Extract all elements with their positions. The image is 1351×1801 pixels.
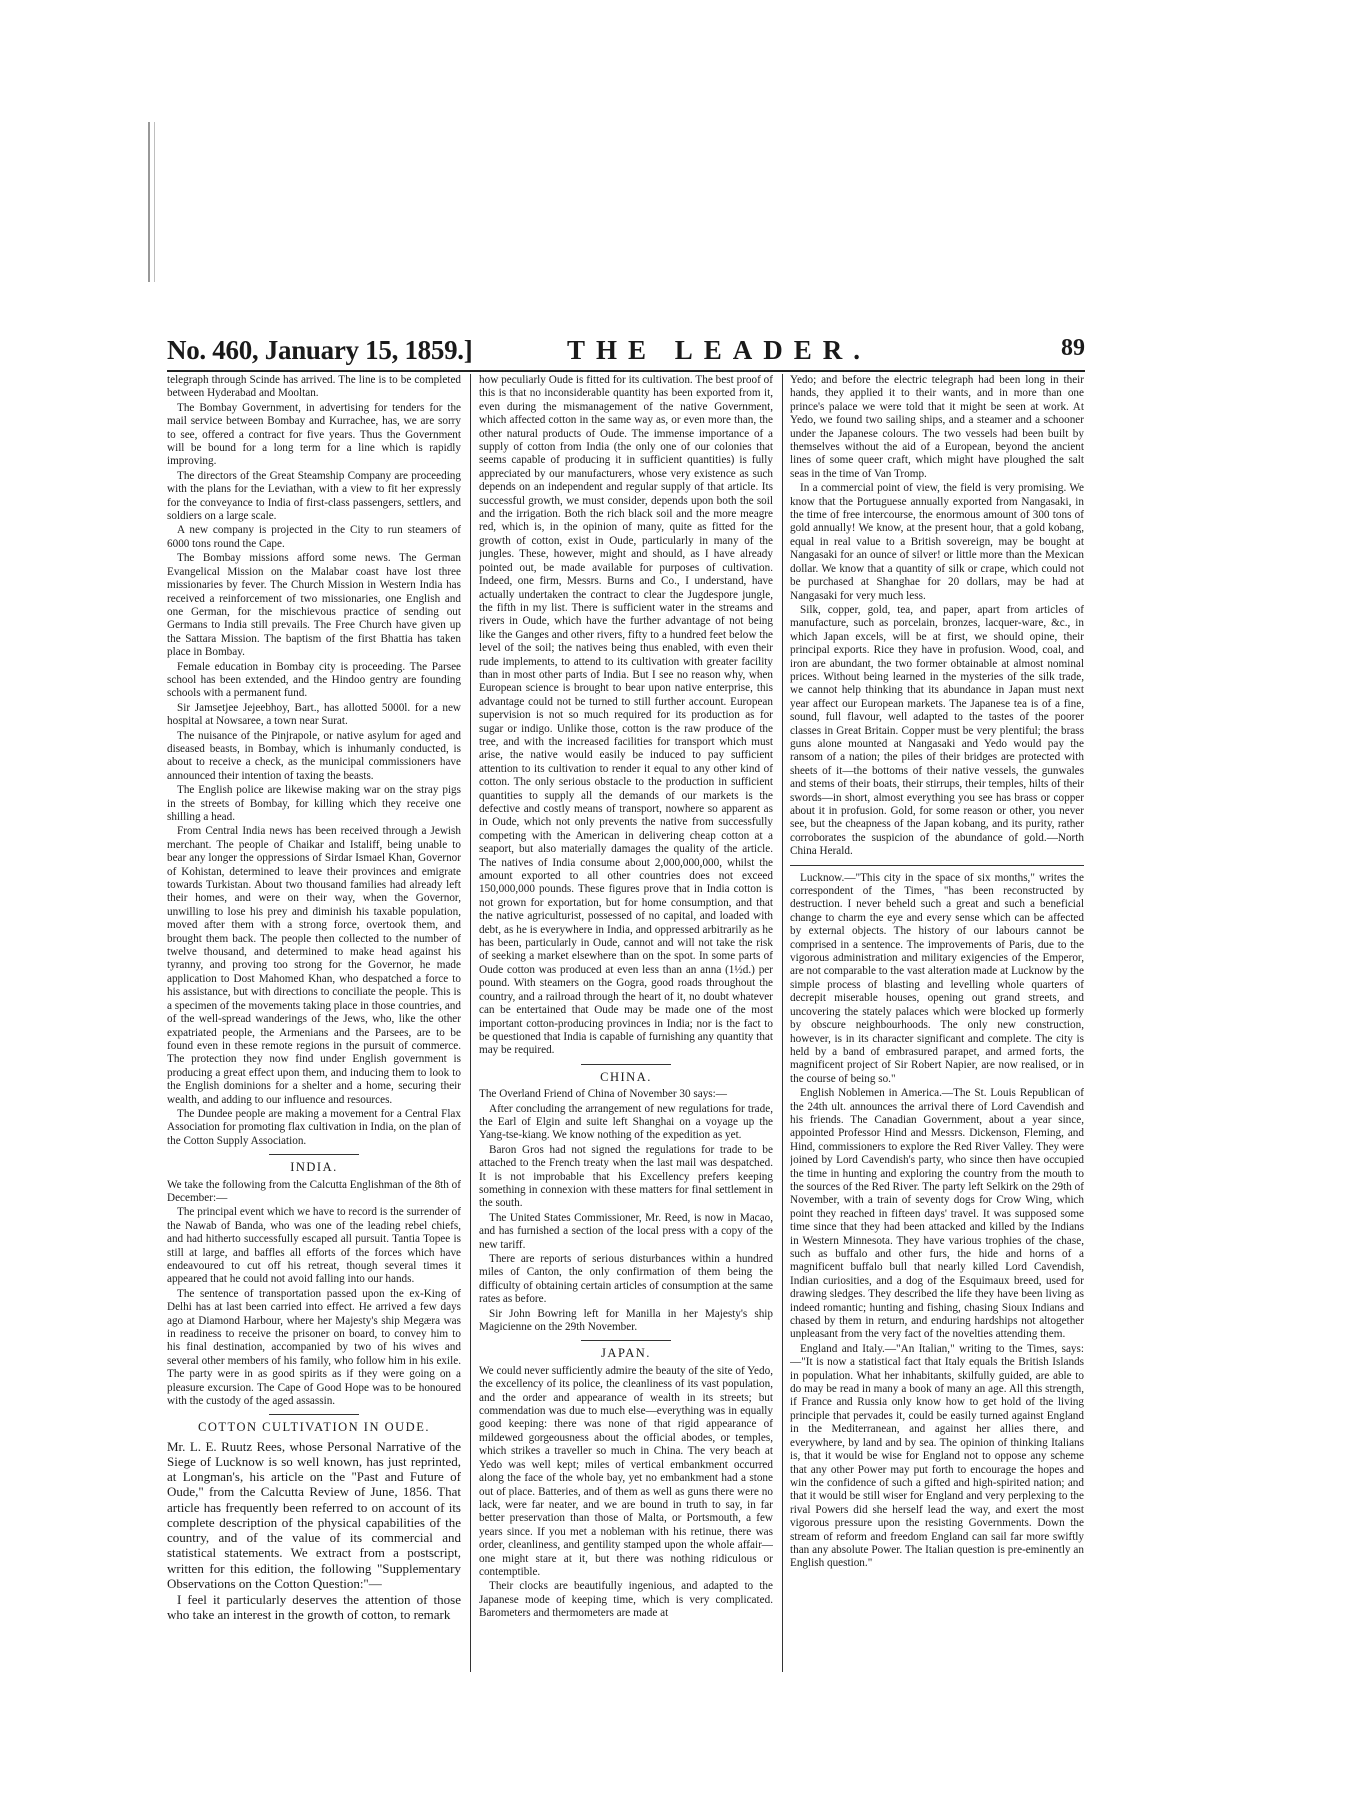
paragraph: The directors of the Great Steamship Company are proceeding with the plans for the Leviathan, with a view to fit her expressly for the conveyance to India of first-class passengers, settlers, and soldiers on a large scale.	[167, 469, 461, 523]
paragraph: Female education in Bombay city is proceeding. The Parsee school has been extended, and the Hindoo gentry are founding schools with a permanent fund.	[167, 660, 461, 700]
paragraph: The nuisance of the Pinjrapole, or native asylum for aged and diseased beasts, in Bombay, which is inhumanly conducted, is about to receive a check, as the municipal commissioners have announced their intention of taxing the beasts.	[167, 729, 461, 782]
column-divider	[470, 374, 471, 1672]
paragraph: In a commercial point of view, the field is very promising. We know that the Portuguese annually exported from Nangasaki, in the time of free intercourse, the enormous amount of 300 tons of gold annually! We know, at the present hour, that a gold kobang, equal in real value to a British sovereign, may be bought at Nangasaki for an ounce of silver! or little more than the Mexican dollar. We know that a quantity of silk or crape, which could not be purchased at Shanghae for 20 dollars, may be had at Nangasaki for very much less.	[790, 482, 1084, 602]
section-rule	[269, 1414, 359, 1415]
paragraph: Mr. L. E. Ruutz Rees, whose Personal Narrative of the Siege of Lucknow is so well known, has just reprinted, at Longman's, his article on the "Past and Future of Oude," from the Calcutta Review of June, 1856. That article has frequently been referred to on account of its complete description of the physical capabilities of the country, and of the value of its commercial and statistical statements. We extract from a postscript, written for this edition, the following "Supplementary Observations on the Cotton Question:"—	[167, 1438, 461, 1591]
newspaper-title: THE LEADER.	[567, 335, 872, 365]
paragraph: The English police are likewise making war on the stray pigs in the streets of Bombay, for killing which they receive one shilling a head.	[167, 784, 461, 823]
paragraph: Silk, copper, gold, tea, and paper, apart from articles of manufacture, such as porcelain, bronzes, lacquer-ware, &c., in which Japan excels, will be at first, we should opine, their principal exports. Rice they have in profusion. Wood, coal, and iron are abundant, the two former obtainable at almost nominal prices. Without being learned in the mysteries of the silk trade, we cannot help thinking that its abundance in Japan must next year affect our European markets. The Japanese tea is of a fine, sound, full flavour, well adapted to the tastes of the poorer classes in Great Britain. Copper must be very plentiful; the brass guns alone mounted at Nangasaki and Yedo would pay the ransom of a nation; the piles of their bridges are protected with sheets of it—the bottoms of their native vessels, the gunwales and stems of their boats, their stirrups, their temples, hilts of their swords—in short, almost everything you see has brass or copper about it in profusion. Gold, for some reason or other, you never see, but the cheapness of the Japan kobang, and its purity, rather corroborates the suspicion of the abundance of gold.—North China Herald.	[790, 603, 1084, 858]
issue-line: No. 460, January 15, 1859.]	[167, 335, 473, 365]
page-number: 89	[1061, 335, 1085, 361]
section-rule	[581, 1064, 671, 1065]
section-rule	[269, 1154, 359, 1155]
paragraph: how peculiarly Oude is fitted for its cultivation. The best proof of this is that no inconsiderable quantity has been exported from it, even during the mismanagement of the native Government, which affected cotton in the same way as, or even more than, the other natural products of Oude. The immense importance of a supply of cotton from India (the only one of our colonies that seems capable of producing it in sufficient quantities) is fully appreciated by our manufacturers, whose very existence as such depends on an independent and regular supply of that article. Its successful growth, we must consider, depends upon both the soil and the irrigation. Both the rich black soil and the more meagre red, which is, in the opinion of many, quite as fitted for the growth of cotton, exist in Oude, particularly in many of the jungles. These, however, might and should, as I have already pointed out, be made available for purposes of cultivation. Indeed, one firm, Messrs. Burns and Co., I understand, have actually undertaken the contract to clear the Jugdespore jungle, the fifth in my list. There is sufficient water in the streams and rivers in Oude, which have the further advantage of not being like the Ganges and other rivers, fifty to a hundred feet below the level of the soil; the natives being thus enabled, with even their rude implements, to attend to its cultivation with greater facility than in most other parts of India. But I see no reason why, when European science is brought to bear upon native enterprise, this advantage could not be turned to still further account. European supervision is not so much required for its production as for sugar or indigo. Unlike those, cotton is the raw produce of the tree, and with the increased facilities for transport which must arise, the native would easily be induced to pay sufficient attention to its cultivation to render it equal to any other kind of cotton. The only serious obstacle to the production in sufficient quantities to supply all the demands of our markets is the defective and costly means of transport, nowhere so apparent as in Oude, which not only prevents the native from successfully competing with the American in delivering cheap cotton at a seaport, but also materially damages the quality of the article. The natives of India consume about 2,000,000,000, whilst the amount exported to all other countries does not exceed 150,000,000 pounds. These figures prove that in India cotton is not grown for exportation, but for home consumption, and that the native agriculturist, possessed of no capital, and loaded with debt, as he is everywhere in India, and oppressed arbitrarily as he has been, particularly in Oude, cannot and will not take the risk of seeking a market elsewhere than on the spot. In some parts of Oude cotton was produced at even less than an anna (1½d.) per pound. With steamers on the Gogra, good roads throughout the country, and a railroad through the heart of it, no doubt whatever can be entertained that Oude may be made one of the most important cotton-producing provinces in India; nor is the fact to be questioned that India is capable of furnishing any quantity that may be required.	[479, 374, 773, 1057]
column-divider	[782, 374, 783, 1672]
masthead	[167, 333, 1085, 369]
paragraph: There are reports of serious disturbances within a hundred miles of Canton, the only confirmation of them being the difficulty of obtaining certain articles of consumption at the same rates as before.	[479, 1253, 773, 1306]
paragraph: From Central India news has been received through a Jewish merchant. The people of Chaikar and Istaliff, being unable to bear any longer the oppressions of Sirdar Ismael Khan, Governor of Kohistan, determined to leave their provinces and emigrate towards Turkistan. About two thousand families had already left their homes, and were on their way, when the Governor, unwilling to lose his prey and diminish his taxable population, moved after them with a strong force, overtook them, and brought them back. The people then collected to the number of twelve thousand, and determined to make head against his tyranny, and proving too strong for the Governor, he made application to Dost Mahomed Khan, who despatched a force to his assistance, but with directions to conciliate the people. This is a specimen of the movements taking place in those countries, and of the well-spread wanderings of the Jews, who, like the other expatriated people, the Armenians and the Parsees, are to be found even in these remote regions in the pursuit of commerce. The protection they now find under English government is producing a great effect upon them, and inducing them to look to the English dominions for a shelter and a home, securing their wealth, and adding to our influence and resources.	[167, 825, 461, 1106]
paragraph: England and Italy.—"An Italian," writing to the Times, says:—"It is now a statistical fact that Italy equals the British Islands in population. What her inhabitants, skilfully guided, are able to do may be read in many a book of many an age. All this strength, if France and Russia only know how to get hold of the living principle that pervades it, could be easily turned against England in the Mediterranean, and against her allies there, and everywhere, by land and by sea. The opinion of thinking Italians is, that it would be wise for England not to oppose any scheme that any other Power may put forth to encourage the hopes and win the confidence of such a gifted and high-spirited nation; and that it would be still wiser for England and very perplexing to the rival Powers did she herself lead the way, and exert the most vigorous pressure upon the resisting Governments. Down the stream of reform and freedom England can sail far more swiftly than any absolute Power. The Italian question is pre-eminently an English question."	[790, 1342, 1084, 1570]
column-2	[479, 374, 773, 1674]
header-rule	[167, 370, 1085, 372]
paragraph: The Overland Friend of China of November 30 says:—	[479, 1088, 727, 1101]
column-1	[167, 374, 461, 1674]
paragraph: telegraph through Scinde has arrived. The line is to be completed between Hyderabad and Mooltan.	[167, 374, 461, 400]
paragraph: The Dundee people are making a movement for a Central Flax Association for promoting flax cultivation in India, on the plan of the Cotton Supply Association.	[167, 1107, 461, 1147]
section-heading-japan: JAPAN.	[601, 1346, 651, 1361]
paragraph: English Noblemen in America.—The St. Louis Republican of the 24th ult. announces the arrival there of Lord Cavendish and his friends. The Canadian Government, about a year since, appointed Professor Hind and Messrs. Dickenson, Fleming, and Hind, commissioners to explore the Red River Valley. They were joined by Lord Cavendish's party, who since then have occupied the time in hunting and exploring the country from the mouth to the sources of the Red River. The party left Selkirk on the 29th of November, with a train of seventy dogs for Crow Wing, which point they reached in fifteen days' travel. It was supposed some time since that they had been attacked and killed by the Indians in Western Minnesota. They have various trophies of the chase, such as buffalo and other furs, the hide and horns of a magnificent buffalo bull that nearly killed Lord Cavendish, Indian curiosities, and a dog of the Esquimaux breed, used for drawing sledges. They described the life they have been living as indeed romantic; hunting and fishing, chasing Sioux Indians and chased by them in return, and enduring hardships not altogether unpleasant from the very fact of the novelties attending them.	[790, 1087, 1084, 1341]
paragraph: After concluding the arrangement of new regulations for trade, the Earl of Elgin and suite left Shanghai on a voyage up the Yang-tse-kiang. We know nothing of the expedition as yet.	[479, 1102, 773, 1142]
paragraph: We take the following from the Calcutta Englishman of the 8th of December:—	[167, 1178, 461, 1204]
section-rule	[790, 865, 1084, 866]
paragraph: Sir John Bowring left for Manilla in her Majesty's ship Magicienne on the 29th November.	[479, 1307, 773, 1334]
paragraph: The Bombay missions afford some news. The German Evangelical Mission on the Malabar coast have lost three missionaries by fever. The Church Mission in Western India has received a reinforcement of two missionaries, one English and one German, for the mischievous practice of sending out Germans to India still prevails. The Free Church have given up the Sattara Mission. The baptism of the first Bhattia has taken place in Bombay.	[167, 552, 461, 659]
section-heading-china: CHINA.	[600, 1069, 652, 1084]
paragraph: The sentence of transportation passed upon the ex-King of Delhi has at last been carried into effect. He arrived a few days ago at Diamond Harbour, where her Majesty's ship Megæra was in readiness to receive the prisoner on board, to convey him to his final destination, accompanied by two of his wives and several other members of his family, who follow him in his exile. The party were in as good spirits as if they were going on a pleasure excursion. The Cape of Good Hope was to be honoured with the custody of the aged assassin.	[167, 1287, 461, 1408]
paragraph: We could never sufficiently admire the beauty of the site of Yedo, the excellency of its police, the cleanliness of its vast population, and the order and appearance of wealth in its streets; but commendation was due to much else—everything was in equally good keeping: there was none of that rigid appearance of mildewed gorgeousness about the official abodes, or temples, which strikes a traveller so much in China. The very beach at Yedo was well kept; miles of vertical embankment occurred along the face of the whole bay, yet no embankment had a stone out of place. Batteries, and of them as well as guns there were no lack, were far neater, and we are bound in truth to say, in far better preservation than those of Malta, or Portsmouth, a few years since. If you met a nobleman with his retinue, there was order, cleanliness, and gentility stamped upon the whole affair—one might stare at it, but there was nothing ridiculous or contemptible.	[479, 1364, 773, 1578]
paragraph: Lucknow.—"This city in the space of six months," writes the correspondent of the Times, "has been reconstructed by destruction. I never beheld such a great and such a beneficial change to charm the eye and every sense which can be affected by external objects. The history of our labours cannot be comprised in a sentence. The improvements of Paris, due to the vigorous administration and military exigencies of the Emperor, are not comparable to the vast alteration made at Lucknow by the simple process of blasting and levelling whole quarters of decrepit miserable houses, opening out grand streets, and uncovering the stately palaces which were blocked up formerly by obscure neighbourhoods. The only new construction, however, is in its character significant and complete. The city is held by a band of embrasured parapet, and armed forts, the magnificent project of Sir Robert Napier, are now realised, or in the course of being so."	[790, 871, 1084, 1085]
paragraph: The United States Commissioner, Mr. Reed, is now in Macao, and has furnished a section of the local press with a copy of the new tariff.	[479, 1211, 773, 1251]
paragraph: The principal event which we have to record is the surrender of the Nawab of Banda, who was one of the leading rebel chiefs, and had hitherto successfully escaped all pursuit. Tantia Topee is still at large, and baffles all efforts of the forces which have endeavoured to cut off his retreat, though several times it appeared that he could not avoid falling into our hands.	[167, 1206, 461, 1286]
paragraph: Baron Gros had not signed the regulations for trade to be attached to the French treaty when the last mail was despatched. It is not improbable that his Excellency prefers keeping something in connexion with these matters for final settlement in the south.	[479, 1143, 773, 1210]
paragraph: A new company is projected in the City to run steamers of 6000 tons round the Cape.	[167, 524, 461, 550]
cotton-article	[167, 1439, 461, 1622]
paragraph: The Bombay Government, in advertising for tenders for the mail service between Bombay and Kurrachee, has, we are sorry to see, offered a contract for five years. Thus the Government will be bound for a long term for a line which is rapidly improving.	[167, 401, 461, 468]
section-heading-india: INDIA.	[290, 1160, 338, 1175]
column-3	[790, 374, 1084, 1674]
page-edge-mark	[148, 122, 174, 282]
section-heading-cotton: COTTON CULTIVATION IN OUDE.	[198, 1420, 430, 1435]
paragraph: Sir Jamsetjee Jejeebhoy, Bart., has allotted 5000l. for a new hospital at Nowsaree, a town near Surat.	[167, 701, 461, 728]
paragraph: Yedo; and before the electric telegraph had been long in their hands, they applied it to their wants, and in more than one prince's palace we were told that it might be seen at work. At Yedo, we found two sailing ships, and a steamer and a schooner under the Japanese colours. The two vessels had been built by themselves without the aid of a European, beyond the ancient lines of some queer craft, which might have ploughed the salt seas in the time of Van Tromp.	[790, 374, 1084, 480]
paragraph: I feel it particularly deserves the attention of those who take an interest in the growth of cotton, to remark	[167, 1591, 461, 1623]
paragraph: Their clocks are beautifully ingenious, and adapted to the Japanese mode of keeping time, which is very complicated. Barometers and thermometers are made at	[479, 1580, 773, 1620]
section-rule	[581, 1340, 671, 1341]
